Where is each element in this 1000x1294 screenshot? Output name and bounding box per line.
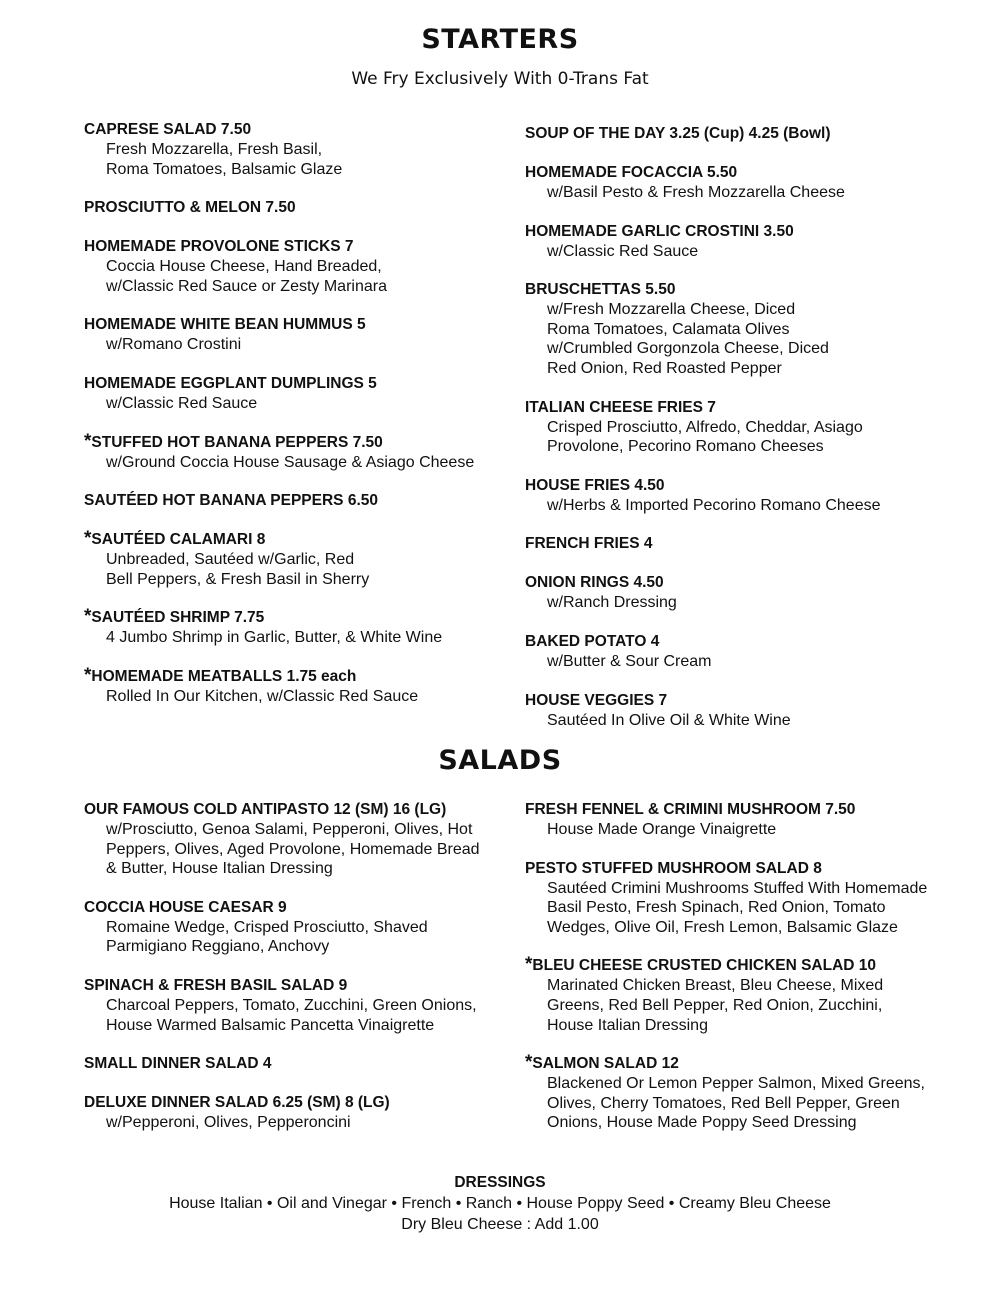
menu-item-title: COCCIA HOUSE CAESAR 9: [84, 898, 287, 916]
menu-item-name: [525, 124, 945, 144]
menu-item-description: w/Crumbled Gorgonzola Cheese, Diced: [547, 340, 829, 358]
menu-item: [525, 398, 945, 457]
dressings-extra: Dry Bleu Cheese : Add 1.00: [401, 1216, 599, 1233]
menu-item-description: w/Classic Red Sauce: [547, 242, 699, 260]
menu-item-title: ONION RINGS 4.50: [525, 574, 664, 592]
menu-item-description: House Warmed Balsamic Pancetta Vinaigrette: [106, 1016, 435, 1034]
menu-item-description: Olives, Cherry Tomatoes, Red Bell Pepper, Green: [547, 1094, 900, 1112]
menu-item-name: [84, 898, 504, 918]
menu-item: [84, 530, 504, 589]
menu-item-description: Roma Tomatoes, Balsamic Glaze: [106, 160, 343, 178]
menu-item: [525, 222, 945, 262]
spicy-marker: *: [84, 664, 92, 686]
menu-item-title: HOMEMADE EGGPLANT DUMPLINGS 5: [84, 374, 377, 392]
menu-item-title: BAKED POTATO 4: [525, 632, 660, 650]
starters-subtitle: We Fry Exclusively With 0-Trans Fat: [351, 69, 649, 89]
menu-item: [84, 976, 504, 1035]
menu-item-name: [525, 859, 945, 879]
menu-item-name: [84, 430, 504, 453]
menu-item-description: Onions, House Made Poppy Seed Dressing: [547, 1114, 857, 1132]
menu-item-description: w/Ground Coccia House Sausage & Asiago Cheese: [106, 453, 475, 471]
menu-item-description: w/Prosciutto, Genoa Salami, Pepperoni, Olives, Hot: [106, 821, 473, 838]
spicy-marker: *: [84, 430, 92, 452]
menu-item: [84, 315, 504, 355]
menu-item-title: SAUTÉED HOT BANANA PEPPERS 6.50: [84, 492, 378, 510]
menu-item-name: [84, 198, 504, 218]
menu-item-name: [525, 398, 945, 418]
dressings-section: [0, 1173, 1000, 1235]
menu-item-title: SMALL DINNER SALAD 4: [84, 1055, 272, 1073]
menu-item-title: CAPRESE SALAD 7.50: [84, 121, 252, 138]
menu-item-name: [525, 956, 945, 976]
spicy-marker: *: [84, 528, 92, 550]
menu-item-name: [84, 491, 504, 511]
menu-item-title: SPINACH & FRESH BASIL SALAD 9: [84, 976, 348, 994]
menu-item-description: Fresh Mozzarella, Fresh Basil,: [106, 141, 323, 158]
menu-item-title: HOMEMADE WHITE BEAN HUMMUS 5: [84, 316, 366, 334]
menu-item: [525, 859, 945, 938]
menu-item-description: Marinated Chicken Breast, Bleu Cheese, Mixed: [547, 977, 884, 995]
menu-item-description: w/Classic Red Sauce or Zesty Marinara: [106, 277, 387, 295]
menu-item-title: STUFFED HOT BANANA PEPPERS 7.50: [91, 433, 383, 451]
menu-item-title: SOUP OF THE DAY 3.25 (Cup) 4.25 (Bowl): [525, 125, 831, 142]
menu-item: [525, 534, 945, 554]
menu-item-title: PESTO STUFFED MUSHROOM SALAD 8: [525, 859, 822, 877]
spicy-marker: *: [525, 954, 533, 976]
menu-item-description: Greens, Red Bell Pepper, Red Onion, Zucchini,: [547, 996, 883, 1014]
menu-item: [84, 374, 504, 414]
starters-title: STARTERS: [421, 24, 579, 55]
menu-item-description: Blackened Or Lemon Pepper Salmon, Mixed Greens,: [547, 1075, 925, 1093]
menu-item: [525, 691, 945, 731]
menu-item-title: HOMEMADE MEATBALLS 1.75 each: [91, 667, 357, 685]
menu-item: [525, 800, 945, 840]
menu-item-name: [84, 976, 504, 996]
menu-item-title: OUR FAMOUS COLD ANTIPASTO 12 (SM) 16 (LG): [84, 801, 447, 818]
menu-item-name: [525, 163, 945, 183]
menu-item: [84, 664, 504, 707]
menu-item: [84, 430, 504, 473]
menu-item: [525, 163, 945, 203]
menu-item-description: & Butter, House Italian Dressing: [106, 860, 333, 878]
menu-item-description: Unbreaded, Sautéed w/Garlic, Red: [106, 551, 355, 569]
menu-item: [84, 198, 504, 218]
menu-item-title: FRESH FENNEL & CRIMINI MUSHROOM 7.50: [525, 801, 856, 818]
dressings-list: House Italian • Oil and Vinegar • French • Ranch • House Poppy Seed • Creamy Bleu Cheese: [169, 1195, 831, 1212]
menu-item: [84, 1054, 504, 1074]
menu-item-description: Crisped Prosciutto, Alfredo, Cheddar, Asiago: [547, 418, 863, 436]
salads-title: SALADS: [438, 745, 562, 776]
menu-item-description: Basil Pesto, Fresh Spinach, Red Onion, Tomato: [547, 899, 886, 917]
menu-item-description: Coccia House Cheese, Hand Breaded,: [106, 258, 382, 276]
menu-item-description: w/Herbs & Imported Pecorino Romano Cheese: [547, 496, 881, 514]
menu-item: [525, 956, 945, 1035]
menu-item-description: Rolled In Our Kitchen, w/Classic Red Sauce: [106, 687, 419, 705]
menu-item-title: DELUXE DINNER SALAD 6.25 (SM) 8 (LG): [84, 1094, 390, 1112]
menu-item-title: ITALIAN CHEESE FRIES 7: [525, 398, 716, 416]
menu-item-title: SAUTÉED SHRIMP 7.75: [91, 609, 265, 627]
menu-item: [84, 237, 504, 296]
menu-item: [525, 1054, 945, 1133]
menu-item-name: [84, 1054, 504, 1074]
menu-item-name: [525, 632, 945, 652]
menu-item-name: [525, 1054, 945, 1074]
menu-item-description: Charcoal Peppers, Tomato, Zucchini, Green Onions,: [106, 996, 477, 1014]
menu-item-name: [525, 691, 945, 711]
menu-item: [84, 800, 504, 879]
menu-item: [525, 124, 945, 144]
menu-item-description: House Italian Dressing: [547, 1016, 708, 1034]
menu-item-title: PROSCIUTTO & MELON 7.50: [84, 199, 296, 217]
menu-item-name: [84, 608, 504, 628]
menu-item-name: [84, 315, 504, 335]
menu-item: [84, 120, 504, 179]
menu-item: [525, 632, 945, 672]
menu-item-title: HOMEMADE PROVOLONE STICKS 7: [84, 238, 354, 256]
menu-item-title: SALMON SALAD 12: [532, 1055, 679, 1073]
salads-right-column: [525, 800, 945, 1133]
starters-right-column: [525, 124, 945, 730]
menu-item: [84, 491, 504, 511]
menu-item-description: Red Onion, Red Roasted Pepper: [547, 359, 782, 377]
spicy-marker: *: [525, 1052, 533, 1074]
menu-item-description: Sautéed Crimini Mushrooms Stuffed With Homemade: [547, 879, 928, 897]
starters-left-column: [84, 120, 504, 707]
menu-item-description: Provolone, Pecorino Romano Cheeses: [547, 438, 824, 456]
menu-item: [84, 608, 504, 648]
menu-item-description: w/Pepperoni, Olives, Pepperoncini: [106, 1114, 351, 1132]
salads-left-column: [84, 800, 504, 1133]
menu-item-description: Parmigiano Reggiano, Anchovy: [106, 938, 330, 956]
menu-item-name: [84, 800, 504, 820]
menu-item: [84, 898, 504, 957]
menu-item-title: HOMEMADE GARLIC CROSTINI 3.50: [525, 222, 794, 240]
menu-item-description: w/Butter & Sour Cream: [547, 652, 712, 670]
menu-item-name: [525, 222, 945, 242]
menu-item-description: w/Basil Pesto & Fresh Mozzarella Cheese: [547, 184, 845, 201]
menu-item-name: [84, 374, 504, 394]
menu-item-description: Bell Peppers, & Fresh Basil in Sherry: [106, 570, 370, 588]
menu-item-description: w/Ranch Dressing: [547, 594, 677, 612]
menu-item-title: HOMEMADE FOCACCIA 5.50: [525, 164, 738, 181]
menu-item: [84, 1093, 504, 1133]
menu-item-title: SAUTÉED CALAMARI 8: [91, 531, 266, 549]
menu-item-description: Sautéed In Olive Oil & White Wine: [547, 711, 791, 729]
menu-item-description: Roma Tomatoes, Calamata Olives: [547, 320, 790, 338]
menu-item-description: Romaine Wedge, Crisped Prosciutto, Shaved: [106, 918, 428, 936]
menu-item-name: [84, 237, 504, 257]
menu-item-name: [525, 476, 945, 496]
menu-item-name: [525, 280, 945, 300]
dressings-title: DRESSINGS: [454, 1174, 546, 1191]
menu-item: [525, 280, 945, 378]
menu-item-title: HOUSE FRIES 4.50: [525, 476, 665, 494]
menu-item-description: w/Romano Crostini: [106, 336, 242, 354]
menu-item-description: w/Fresh Mozzarella Cheese, Diced: [547, 301, 796, 319]
menu-item-title: HOUSE VEGGIES 7: [525, 691, 668, 709]
menu-item-name: [84, 664, 504, 687]
menu-item-name: [84, 530, 504, 550]
menu-item-title: BRUSCHETTAS 5.50: [525, 281, 676, 299]
menu-item-name: [84, 1093, 504, 1113]
spicy-marker: *: [84, 606, 92, 628]
menu-item-name: [525, 800, 945, 820]
menu-item-name: [84, 120, 504, 140]
menu-item-title: FRENCH FRIES 4: [525, 535, 653, 553]
menu-item: [525, 573, 945, 613]
menu-item-description: House Made Orange Vinaigrette: [547, 821, 777, 838]
menu-item-description: Peppers, Olives, Aged Provolone, Homemade Bread: [106, 840, 480, 858]
menu-item-name: [525, 534, 945, 554]
menu-item-description: w/Classic Red Sauce: [106, 394, 258, 412]
menu-item-name: [525, 573, 945, 593]
menu-item-title: BLEU CHEESE CRUSTED CHICKEN SALAD 10: [532, 957, 877, 975]
menu-item: [525, 476, 945, 516]
menu-item-description: 4 Jumbo Shrimp in Garlic, Butter, & White Wine: [106, 629, 443, 647]
menu-item-description: Wedges, Olive Oil, Fresh Lemon, Balsamic Glaze: [547, 918, 898, 936]
